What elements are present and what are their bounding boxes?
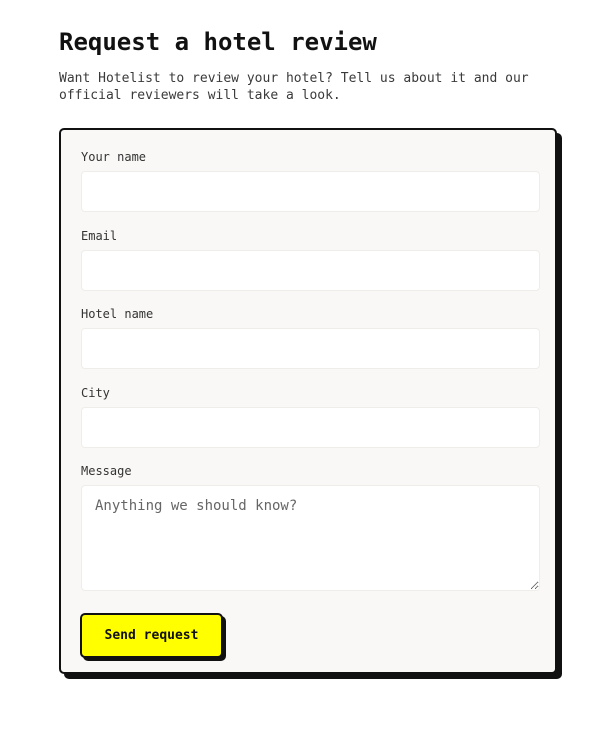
city-label: City (81, 386, 110, 400)
field-your-name (81, 150, 540, 212)
hotel-name-input[interactable] (81, 328, 540, 369)
hotel-name-label: Hotel name (81, 307, 154, 321)
message-textarea[interactable] (81, 485, 540, 591)
page-title: Request a hotel review (59, 28, 377, 56)
send-request-button[interactable]: Send request (80, 613, 223, 658)
email-input[interactable] (81, 250, 540, 291)
field-city (81, 386, 540, 448)
field-email (81, 229, 540, 291)
field-hotel-name (81, 307, 540, 369)
field-message (81, 464, 540, 591)
page-intro: Want Hotelist to review your hotel? Tell us about it and our official reviewers will take a look. (59, 71, 529, 103)
email-label: Email (81, 229, 118, 243)
review-request-form (59, 128, 557, 674)
your-name-label: Your name (81, 150, 147, 164)
message-label: Message (81, 464, 132, 478)
city-input[interactable] (81, 407, 540, 448)
your-name-input[interactable] (81, 171, 540, 212)
page-header (59, 26, 559, 104)
